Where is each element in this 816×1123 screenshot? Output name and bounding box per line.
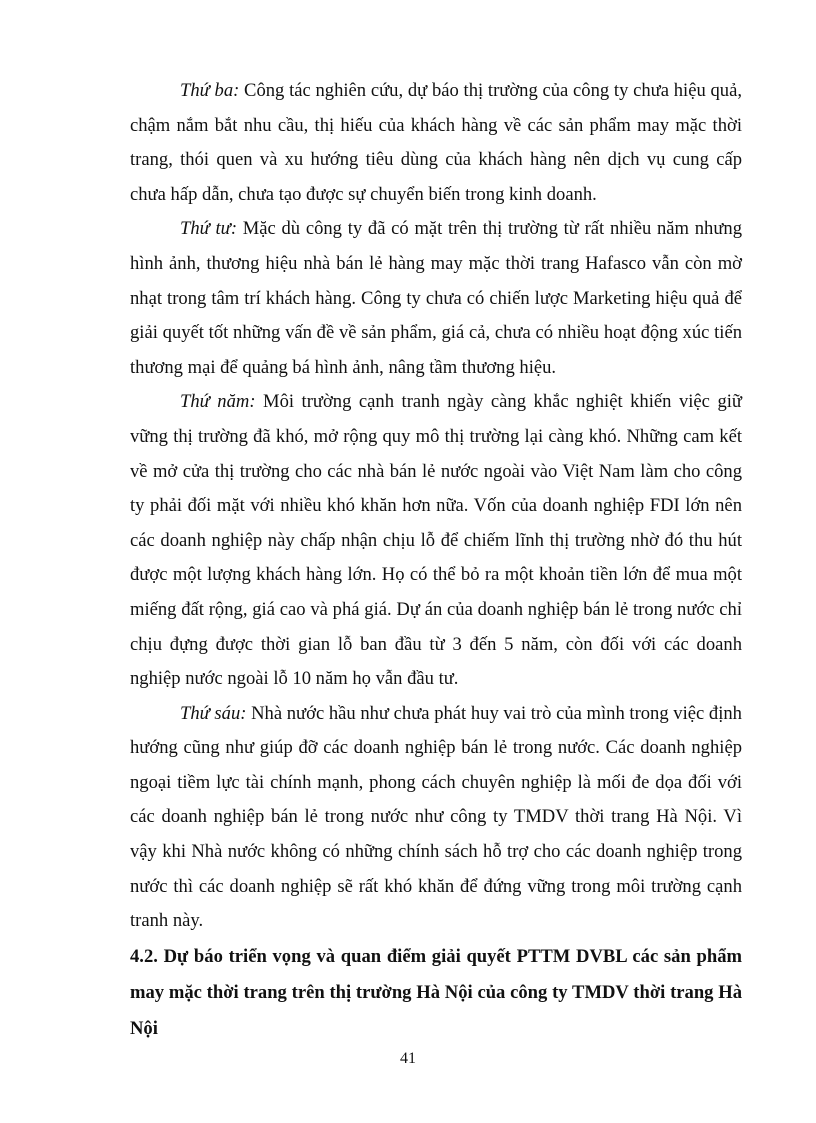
paragraph-thu-tu xyxy=(130,212,742,385)
paragraph-lead: Thứ năm: xyxy=(180,391,256,413)
paragraph-text: Công tác nghiên cứu, dự báo thị trường của công ty chưa hiệu quả, chậm nắm bắt nhu cầu, thị hiếu của khách hàng về các sản phẩm may mặc thời trang, thói quen và xu hướng tiêu dùng của khách hàng nên dịch vụ cung cấp chưa hấp dẫn, chưa tạo được sự chuyển biến trong kinh doanh. xyxy=(130,80,742,205)
paragraph-text: Nhà nước hầu như chưa phát huy vai trò của mình trong việc định hướng cũng như giúp đỡ các doanh nghiệp bán lẻ trong nước. Các doanh nghiệp ngoại tiềm lực tài chính mạnh, phong cách chuyên nghiệp là mối đe dọa đối với các doanh nghiệp bán lẻ trong nước như công ty TMDV thời trang Hà Nội. Vì vậy khi Nhà nước không có những chính sách hỗ trợ cho các doanh nghiệp trong nước thì các doanh nghiệp sẽ rất khó khăn để đứng vững trong môi trường cạnh tranh này. xyxy=(130,702,742,932)
paragraph-thu-sau xyxy=(130,697,742,939)
document-page xyxy=(130,74,742,1047)
section-heading: 4.2. Dự báo triển vọng và quan điểm giải quyết PTTM DVBL các sản phẩm may mặc thời trang trên thị trường Hà Nội của công ty TMDV thời trang Hà Nội xyxy=(130,945,742,1039)
paragraph-lead: Thứ ba: xyxy=(180,80,240,101)
paragraph-lead: Thứ sáu: xyxy=(180,702,247,724)
paragraph-thu-ba xyxy=(130,74,742,212)
paragraph-text: Môi trường cạnh tranh ngày càng khắc nghiệt khiến việc giữ vững thị trường đã khó, mở rộng quy mô thị trường lại càng khó. Những cam kết về mở cửa thị trường cho các nhà bán lẻ nước ngoài vào Việt Nam làm cho công ty phải đối mặt với nhiều khó khăn hơn nữa. Vốn của doanh nghiệp FDI lớn nên các doanh nghiệp này chấp nhận chịu lỗ để chiếm lĩnh thị trường nhờ đó thu hút được một lượng khách hàng lớn. Họ có thể bỏ ra một khoản tiền lớn để mua một miếng đất rộng, giá cao và phá giá. Dự án của doanh nghiệp bán lẻ trong nước chỉ chịu đựng được thời gian lỗ ban đầu từ 3 đến 5 năm, còn đối với các doanh nghiệp nước ngoài lỗ 10 năm họ vẫn đầu tư. xyxy=(130,391,742,690)
paragraph-thu-nam xyxy=(130,385,742,696)
paragraph-text: Mặc dù công ty đã có mặt trên thị trường từ rất nhiều năm nhưng hình ảnh, thương hiệu nhà bán lẻ hàng may mặc thời trang Hafasco vẫn còn mờ nhạt trong tâm trí khách hàng. Công ty chưa có chiến lược Marketing hiệu quả để giải quyết tốt những vấn đề về sản phẩm, giá cả, chưa có nhiều hoạt động xúc tiến thương mại để quảng bá hình ảnh, nâng tầm thương hiệu. xyxy=(130,218,742,378)
page-number: 41 xyxy=(400,1050,416,1067)
paragraph-lead: Thứ tư: xyxy=(180,218,238,240)
